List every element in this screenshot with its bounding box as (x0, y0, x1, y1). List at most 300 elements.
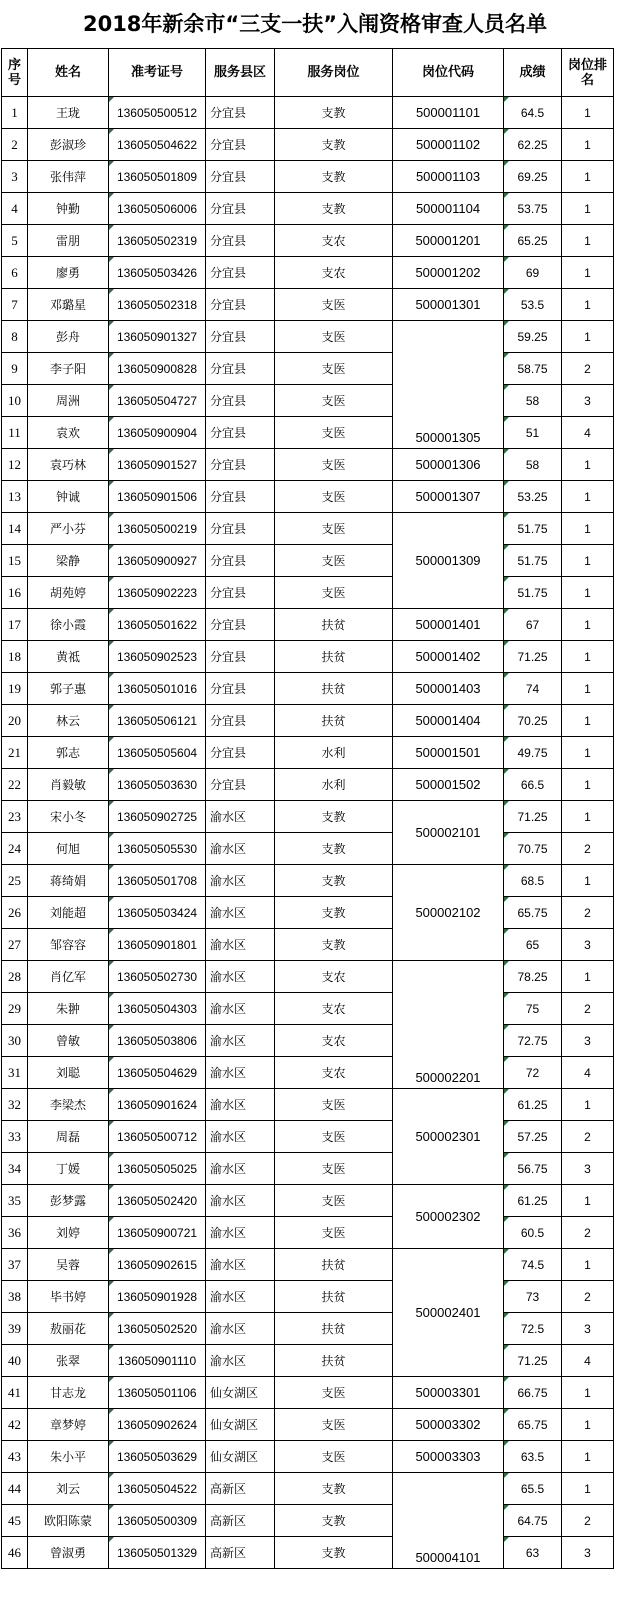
row-name: 雷朋 (28, 225, 109, 257)
row-county: 渝水区 (206, 993, 275, 1025)
row-post: 支医 (275, 1121, 393, 1153)
row-exam-id: 136050900904 (109, 417, 206, 449)
row-county: 分宜县 (206, 129, 275, 161)
row-name: 彭淑珍 (28, 129, 109, 161)
row-exam-id: 136050501106 (109, 1377, 206, 1409)
row-seq: 26 (2, 897, 28, 929)
row-name: 周磊 (28, 1121, 109, 1153)
header-name: 姓名 (28, 49, 109, 97)
row-county: 分宜县 (206, 161, 275, 193)
row-rank: 1 (562, 577, 614, 609)
row-post: 支农 (275, 257, 393, 289)
row-post: 支教 (275, 929, 393, 961)
row-post: 水利 (275, 737, 393, 769)
row-post: 支医 (275, 1153, 393, 1185)
row-name: 刘聪 (28, 1057, 109, 1089)
table-row (2, 449, 614, 481)
table-row (2, 225, 614, 257)
row-exam-id: 136050500512 (109, 97, 206, 129)
row-rank: 1 (562, 1185, 614, 1217)
row-rank: 1 (562, 1473, 614, 1505)
row-post: 支医 (275, 385, 393, 417)
table-body (2, 97, 614, 1569)
header-seq: 序号 (2, 49, 28, 97)
row-seq: 41 (2, 1377, 28, 1409)
table-row (2, 353, 614, 385)
row-post-code: 500002302 (393, 1185, 504, 1249)
row-rank: 2 (562, 353, 614, 385)
row-seq: 4 (2, 193, 28, 225)
table-row (2, 993, 614, 1025)
row-seq: 16 (2, 577, 28, 609)
row-post: 支医 (275, 1409, 393, 1441)
row-exam-id: 136050501016 (109, 673, 206, 705)
row-score: 67 (504, 609, 562, 641)
row-seq: 18 (2, 641, 28, 673)
row-rank: 4 (562, 1057, 614, 1089)
row-post: 支农 (275, 961, 393, 993)
row-exam-id: 136050501708 (109, 865, 206, 897)
row-seq: 15 (2, 545, 28, 577)
row-post-code: 500004101 (393, 1473, 504, 1569)
row-rank: 2 (562, 1121, 614, 1153)
row-post: 支教 (275, 1505, 393, 1537)
row-post-code: 500002201 (393, 961, 504, 1089)
row-county: 分宜县 (206, 769, 275, 801)
row-score: 65.75 (504, 1409, 562, 1441)
row-name: 丁媛 (28, 1153, 109, 1185)
row-seq: 19 (2, 673, 28, 705)
row-name: 胡苑婷 (28, 577, 109, 609)
table-row (2, 385, 614, 417)
row-post: 扶贫 (275, 1345, 393, 1377)
row-post: 支教 (275, 193, 393, 225)
row-seq: 11 (2, 417, 28, 449)
row-seq: 36 (2, 1217, 28, 1249)
row-name: 袁巧林 (28, 449, 109, 481)
row-exam-id: 136050502730 (109, 961, 206, 993)
row-exam-id: 136050902615 (109, 1249, 206, 1281)
row-rank: 1 (562, 321, 614, 353)
row-exam-id: 136050505530 (109, 833, 206, 865)
row-county: 高新区 (206, 1473, 275, 1505)
row-name: 刘云 (28, 1473, 109, 1505)
row-post-code: 500001101 (393, 97, 504, 129)
row-post: 支医 (275, 321, 393, 353)
row-seq: 13 (2, 481, 28, 513)
row-name: 李梁杰 (28, 1089, 109, 1121)
candidate-table (1, 48, 614, 1569)
table-row (2, 801, 614, 833)
row-name: 严小芬 (28, 513, 109, 545)
row-county: 仙女湖区 (206, 1377, 275, 1409)
row-rank: 3 (562, 1537, 614, 1569)
row-rank: 1 (562, 289, 614, 321)
row-rank: 1 (562, 1409, 614, 1441)
row-seq: 10 (2, 385, 28, 417)
row-county: 渝水区 (206, 1185, 275, 1217)
row-name: 郭子惠 (28, 673, 109, 705)
row-score: 61.25 (504, 1089, 562, 1121)
row-county: 渝水区 (206, 1249, 275, 1281)
row-county: 渝水区 (206, 1121, 275, 1153)
row-seq: 39 (2, 1313, 28, 1345)
row-county: 分宜县 (206, 289, 275, 321)
row-county: 渝水区 (206, 929, 275, 961)
row-seq: 25 (2, 865, 28, 897)
row-rank: 1 (562, 641, 614, 673)
row-score: 57.25 (504, 1121, 562, 1153)
table-row (2, 705, 614, 737)
row-exam-id: 136050900927 (109, 545, 206, 577)
row-name: 何旭 (28, 833, 109, 865)
row-name: 邓璐星 (28, 289, 109, 321)
row-post: 支教 (275, 1537, 393, 1569)
table-row (2, 545, 614, 577)
table-row (2, 513, 614, 545)
row-rank: 1 (562, 449, 614, 481)
row-score: 51.75 (504, 545, 562, 577)
row-seq: 46 (2, 1537, 28, 1569)
row-seq: 5 (2, 225, 28, 257)
row-rank: 1 (562, 961, 614, 993)
row-county: 分宜县 (206, 353, 275, 385)
row-post-code: 500003302 (393, 1409, 504, 1441)
row-score: 53.75 (504, 193, 562, 225)
row-exam-id: 136050506121 (109, 705, 206, 737)
row-score: 71.25 (504, 641, 562, 673)
row-rank: 1 (562, 225, 614, 257)
row-seq: 17 (2, 609, 28, 641)
table-row (2, 97, 614, 129)
row-score: 51 (504, 417, 562, 449)
row-score: 58 (504, 449, 562, 481)
row-county: 分宜县 (206, 449, 275, 481)
row-county: 分宜县 (206, 705, 275, 737)
table-row (2, 1185, 614, 1217)
row-county: 渝水区 (206, 1025, 275, 1057)
row-post-code: 500001403 (393, 673, 504, 705)
row-county: 渝水区 (206, 801, 275, 833)
row-post: 支医 (275, 449, 393, 481)
row-rank: 2 (562, 993, 614, 1025)
table-row (2, 865, 614, 897)
row-score: 68.5 (504, 865, 562, 897)
row-post-code: 500003301 (393, 1377, 504, 1409)
row-rank: 3 (562, 929, 614, 961)
row-seq: 28 (2, 961, 28, 993)
table-row (2, 1473, 614, 1505)
row-post: 支教 (275, 161, 393, 193)
row-seq: 14 (2, 513, 28, 545)
row-rank: 1 (562, 1089, 614, 1121)
row-seq: 21 (2, 737, 28, 769)
row-post: 支医 (275, 1217, 393, 1249)
table-row (2, 417, 614, 449)
row-exam-id: 136050901527 (109, 449, 206, 481)
table-row (2, 193, 614, 225)
row-rank: 1 (562, 1249, 614, 1281)
row-exam-id: 136050901327 (109, 321, 206, 353)
row-post: 扶贫 (275, 1249, 393, 1281)
row-exam-id: 136050901928 (109, 1281, 206, 1313)
row-post: 支农 (275, 1057, 393, 1089)
header-rank: 岗位排名 (562, 49, 614, 97)
row-name: 彭舟 (28, 321, 109, 353)
table-row (2, 1313, 614, 1345)
row-name: 王珑 (28, 97, 109, 129)
row-county: 渝水区 (206, 1281, 275, 1313)
row-score: 71.25 (504, 1345, 562, 1377)
row-post-code: 500002301 (393, 1089, 504, 1185)
row-exam-id: 136050900828 (109, 353, 206, 385)
row-post-code: 500003303 (393, 1441, 504, 1473)
row-rank: 2 (562, 833, 614, 865)
row-county: 渝水区 (206, 1345, 275, 1377)
row-score: 64.75 (504, 1505, 562, 1537)
row-seq: 31 (2, 1057, 28, 1089)
row-rank: 3 (562, 385, 614, 417)
row-score: 72.75 (504, 1025, 562, 1057)
row-score: 58.75 (504, 353, 562, 385)
row-post: 支农 (275, 1025, 393, 1057)
table-row (2, 897, 614, 929)
row-post: 支医 (275, 353, 393, 385)
row-score: 60.5 (504, 1217, 562, 1249)
row-name: 廖勇 (28, 257, 109, 289)
row-county: 高新区 (206, 1537, 275, 1569)
row-post-code: 500001501 (393, 737, 504, 769)
row-post: 支教 (275, 801, 393, 833)
row-post: 扶贫 (275, 609, 393, 641)
row-county: 分宜县 (206, 97, 275, 129)
row-exam-id: 136050901506 (109, 481, 206, 513)
row-post-code: 500001401 (393, 609, 504, 641)
row-exam-id: 136050504522 (109, 1473, 206, 1505)
row-post: 支医 (275, 481, 393, 513)
row-name: 张伟萍 (28, 161, 109, 193)
row-county: 渝水区 (206, 1217, 275, 1249)
row-county: 分宜县 (206, 481, 275, 513)
table-row (2, 481, 614, 513)
row-score: 56.75 (504, 1153, 562, 1185)
row-exam-id: 136050901801 (109, 929, 206, 961)
row-rank: 2 (562, 1505, 614, 1537)
row-seq: 45 (2, 1505, 28, 1537)
table-row (2, 1249, 614, 1281)
row-score: 69 (504, 257, 562, 289)
row-name: 敖丽花 (28, 1313, 109, 1345)
row-exam-id: 136050500309 (109, 1505, 206, 1537)
row-post: 扶贫 (275, 705, 393, 737)
row-rank: 3 (562, 1153, 614, 1185)
row-name: 梁静 (28, 545, 109, 577)
row-name: 肖亿军 (28, 961, 109, 993)
row-county: 分宜县 (206, 577, 275, 609)
row-post: 支医 (275, 417, 393, 449)
row-post: 支医 (275, 577, 393, 609)
row-exam-id: 136050501329 (109, 1537, 206, 1569)
table-row (2, 1121, 614, 1153)
row-rank: 3 (562, 1025, 614, 1057)
row-name: 毕书婷 (28, 1281, 109, 1313)
row-name: 钟勤 (28, 193, 109, 225)
row-post: 支教 (275, 865, 393, 897)
table-header-row (2, 49, 614, 97)
row-seq: 38 (2, 1281, 28, 1313)
row-rank: 3 (562, 1313, 614, 1345)
row-exam-id: 136050504303 (109, 993, 206, 1025)
row-name: 吴蓉 (28, 1249, 109, 1281)
row-seq: 42 (2, 1409, 28, 1441)
row-score: 51.75 (504, 513, 562, 545)
row-exam-id: 136050506006 (109, 193, 206, 225)
row-score: 72.5 (504, 1313, 562, 1345)
row-rank: 1 (562, 193, 614, 225)
row-county: 分宜县 (206, 513, 275, 545)
row-score: 78.25 (504, 961, 562, 993)
header-post: 服务岗位 (275, 49, 393, 97)
row-post-code: 500002102 (393, 865, 504, 961)
row-seq: 27 (2, 929, 28, 961)
row-county: 分宜县 (206, 321, 275, 353)
row-seq: 2 (2, 129, 28, 161)
row-county: 分宜县 (206, 641, 275, 673)
table-row (2, 769, 614, 801)
table-row (2, 673, 614, 705)
row-rank: 1 (562, 1441, 614, 1473)
row-seq: 7 (2, 289, 28, 321)
row-rank: 1 (562, 865, 614, 897)
row-exam-id: 136050902523 (109, 641, 206, 673)
row-county: 渝水区 (206, 1313, 275, 1345)
row-name: 张翠 (28, 1345, 109, 1377)
row-score: 70.75 (504, 833, 562, 865)
table-row (2, 1057, 614, 1089)
row-post-code: 500001307 (393, 481, 504, 513)
row-exam-id: 136050502318 (109, 289, 206, 321)
row-score: 73 (504, 1281, 562, 1313)
row-name: 朱翀 (28, 993, 109, 1025)
row-name: 蒋绮娟 (28, 865, 109, 897)
table-row (2, 961, 614, 993)
row-name: 彭梦露 (28, 1185, 109, 1217)
table-row (2, 161, 614, 193)
row-name: 甘志龙 (28, 1377, 109, 1409)
row-exam-id: 136050501809 (109, 161, 206, 193)
row-score: 63.5 (504, 1441, 562, 1473)
row-rank: 2 (562, 897, 614, 929)
row-name: 朱小平 (28, 1441, 109, 1473)
row-name: 欧阳陈蒙 (28, 1505, 109, 1537)
row-name: 章梦婷 (28, 1409, 109, 1441)
header-county: 服务县区 (206, 49, 275, 97)
row-score: 70.25 (504, 705, 562, 737)
row-post-code: 500001202 (393, 257, 504, 289)
row-name: 刘能超 (28, 897, 109, 929)
row-exam-id: 136050502520 (109, 1313, 206, 1345)
row-post-code: 500001402 (393, 641, 504, 673)
row-exam-id: 136050900721 (109, 1217, 206, 1249)
row-post: 支农 (275, 993, 393, 1025)
row-score: 62.25 (504, 129, 562, 161)
row-name: 李子阳 (28, 353, 109, 385)
row-county: 渝水区 (206, 1089, 275, 1121)
row-rank: 1 (562, 129, 614, 161)
row-seq: 37 (2, 1249, 28, 1281)
row-name: 刘婷 (28, 1217, 109, 1249)
header-post-code: 岗位代码 (393, 49, 504, 97)
row-county: 分宜县 (206, 193, 275, 225)
row-county: 渝水区 (206, 1153, 275, 1185)
table-row (2, 1217, 614, 1249)
row-post: 支医 (275, 1089, 393, 1121)
row-post: 支医 (275, 1185, 393, 1217)
row-exam-id: 136050901624 (109, 1089, 206, 1121)
row-rank: 1 (562, 481, 614, 513)
row-county: 分宜县 (206, 609, 275, 641)
table-row (2, 257, 614, 289)
row-post-code: 500001305 (393, 321, 504, 449)
row-post: 扶贫 (275, 673, 393, 705)
row-seq: 24 (2, 833, 28, 865)
row-exam-id: 136050902624 (109, 1409, 206, 1441)
row-exam-id: 136050504622 (109, 129, 206, 161)
row-name: 邹容容 (28, 929, 109, 961)
row-county: 分宜县 (206, 545, 275, 577)
row-post-code: 500001502 (393, 769, 504, 801)
row-county: 分宜县 (206, 385, 275, 417)
row-county: 渝水区 (206, 1057, 275, 1089)
table-row (2, 289, 614, 321)
row-county: 分宜县 (206, 225, 275, 257)
row-post: 支教 (275, 833, 393, 865)
row-score: 51.75 (504, 577, 562, 609)
row-post: 支教 (275, 1473, 393, 1505)
row-county: 分宜县 (206, 737, 275, 769)
row-exam-id: 136050502420 (109, 1185, 206, 1217)
row-seq: 35 (2, 1185, 28, 1217)
row-post-code: 500001103 (393, 161, 504, 193)
row-rank: 4 (562, 1345, 614, 1377)
row-seq: 34 (2, 1153, 28, 1185)
row-post: 支医 (275, 1441, 393, 1473)
row-name: 徐小霞 (28, 609, 109, 641)
row-score: 61.25 (504, 1185, 562, 1217)
row-rank: 1 (562, 673, 614, 705)
table-row (2, 609, 614, 641)
row-name: 林云 (28, 705, 109, 737)
row-seq: 22 (2, 769, 28, 801)
table-row (2, 929, 614, 961)
row-name: 钟诚 (28, 481, 109, 513)
row-seq: 44 (2, 1473, 28, 1505)
row-score: 65.5 (504, 1473, 562, 1505)
row-post-code: 500001102 (393, 129, 504, 161)
row-exam-id: 136050902725 (109, 801, 206, 833)
table-row (2, 737, 614, 769)
row-post-code: 500001306 (393, 449, 504, 481)
row-exam-id: 136050505025 (109, 1153, 206, 1185)
header-score: 成绩 (504, 49, 562, 97)
table-row (2, 577, 614, 609)
row-seq: 8 (2, 321, 28, 353)
row-post-code: 500002101 (393, 801, 504, 865)
row-score: 69.25 (504, 161, 562, 193)
row-seq: 1 (2, 97, 28, 129)
row-score: 65 (504, 929, 562, 961)
row-score: 58 (504, 385, 562, 417)
